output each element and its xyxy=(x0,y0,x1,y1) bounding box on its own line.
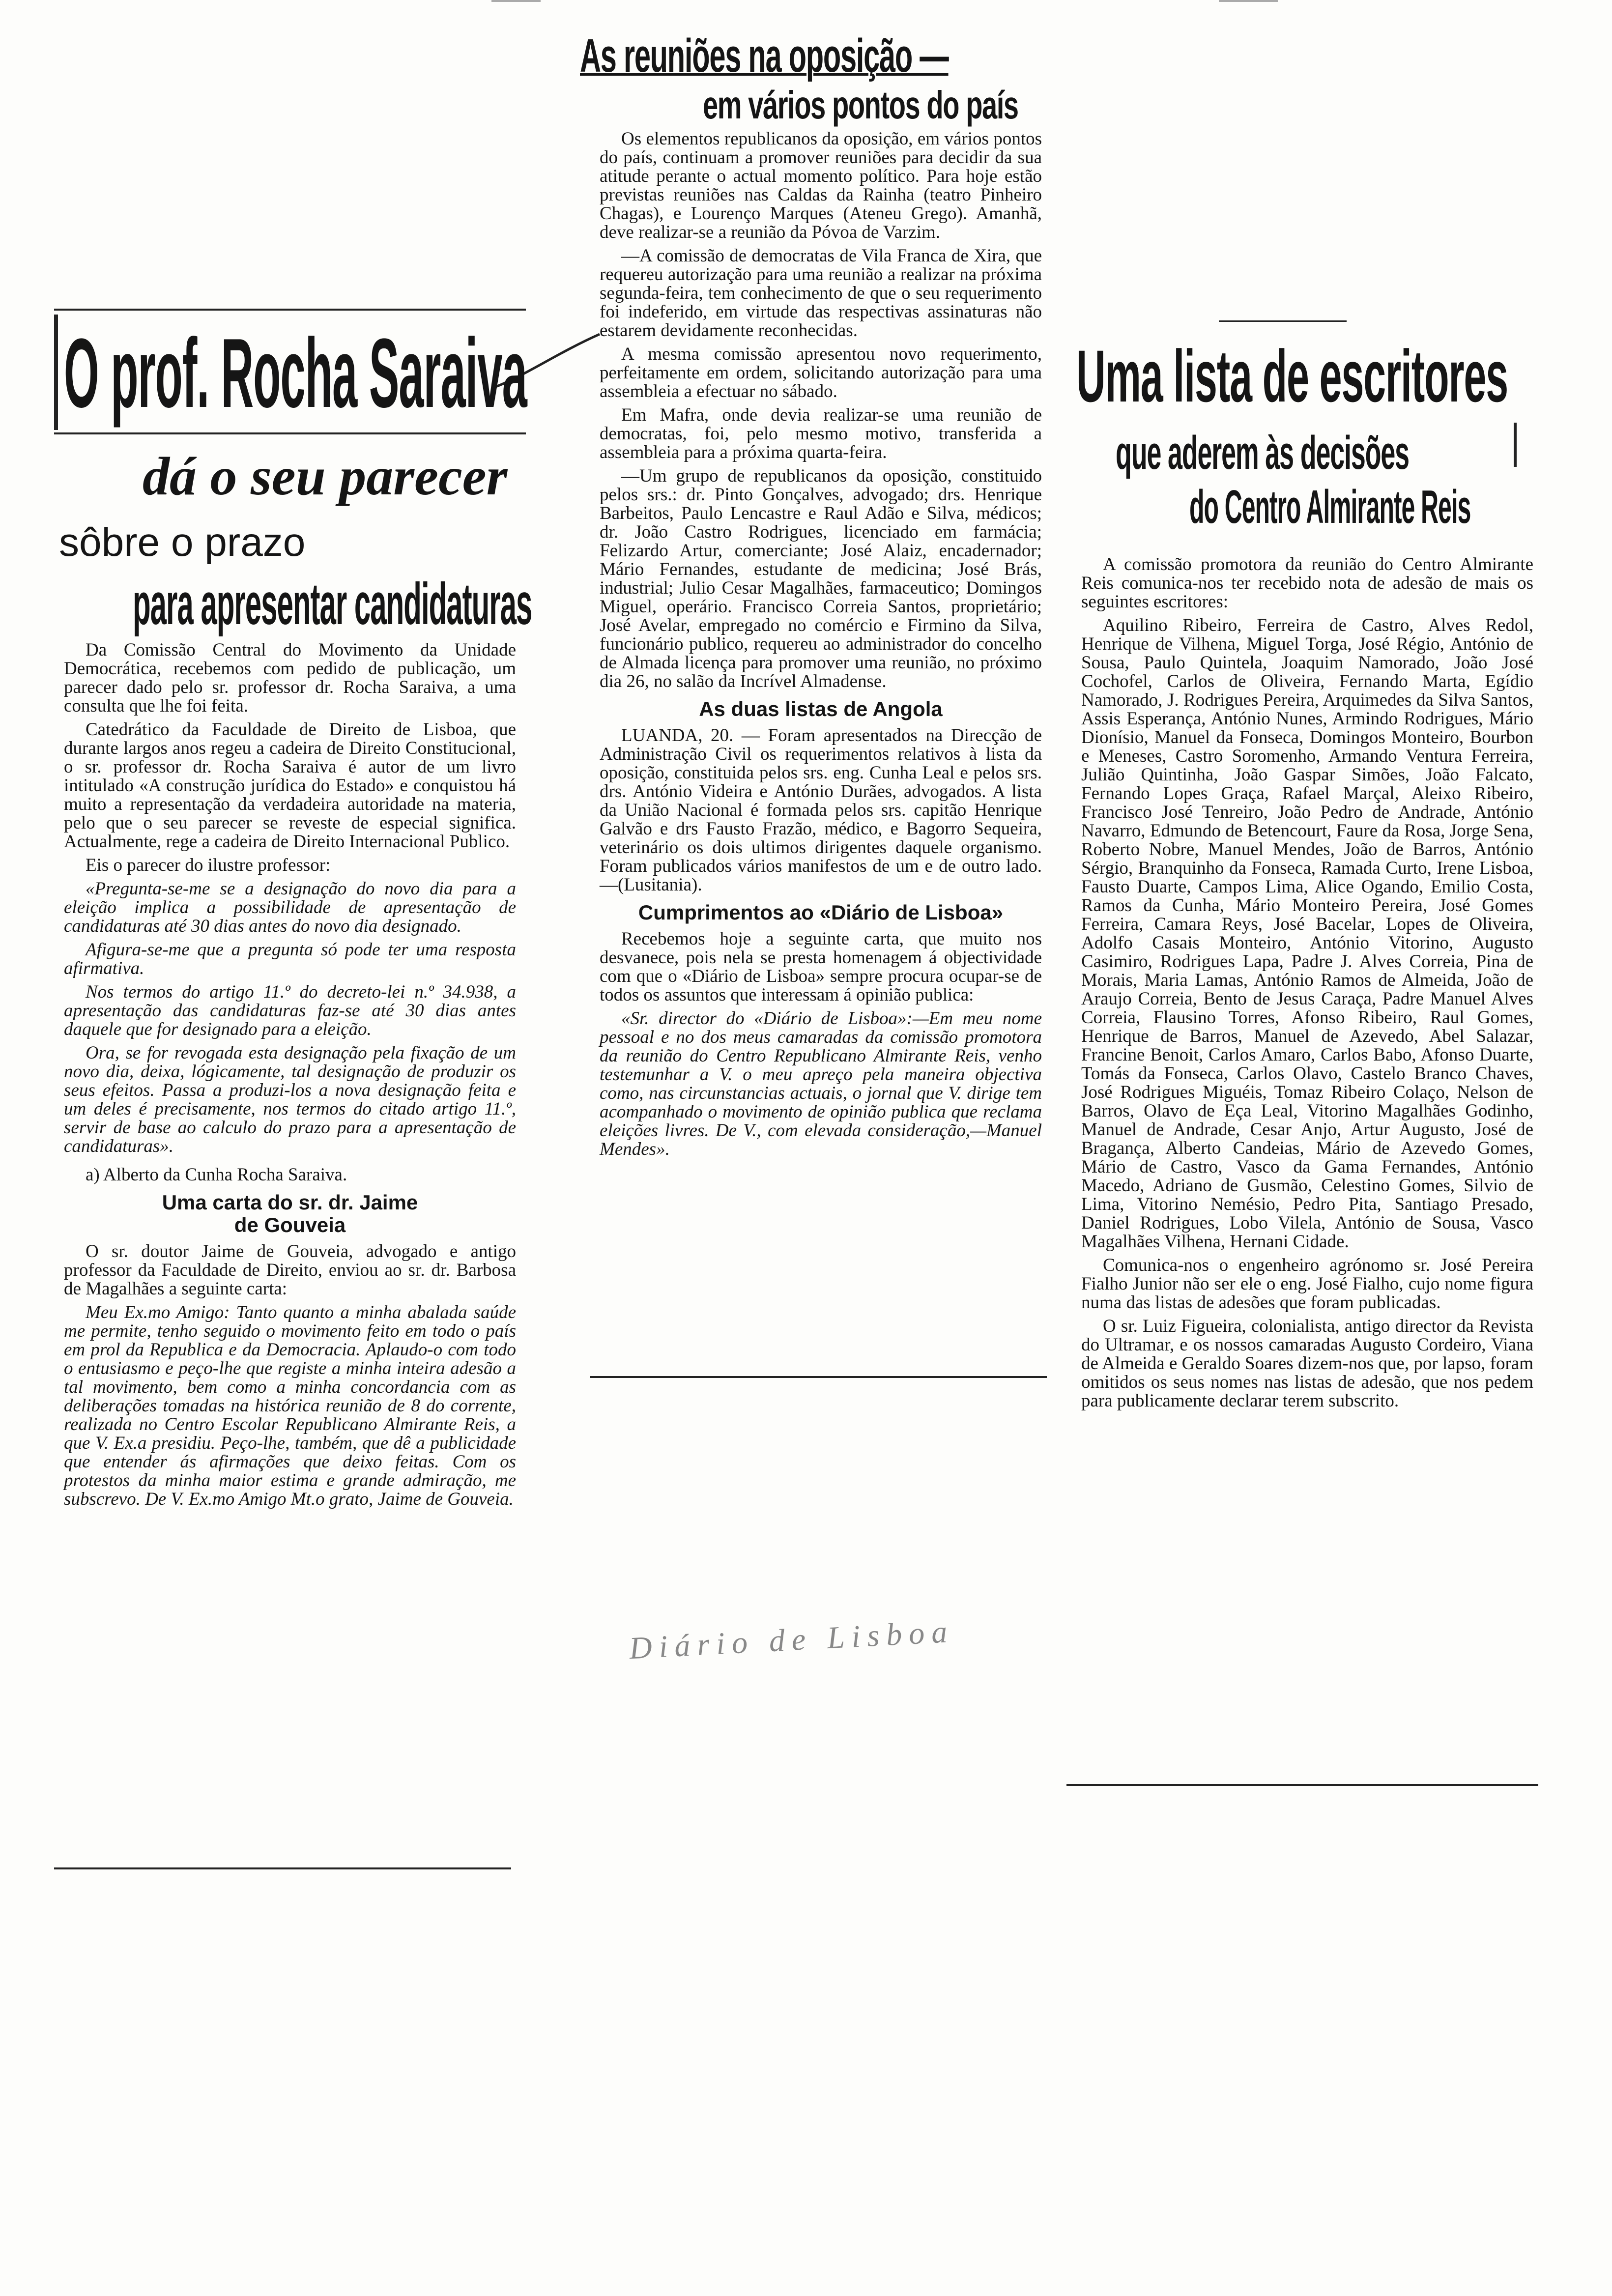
article-paragraph: Os elementos republicanos da oposição, em vários pontos do país, continuam a promover reuniões para decidir da sua atitude perante o actual momento político. Para hoje estão previstas reuniões nas Caldas da Rainha (teatro Pinheiro Chagas), e Lourenço Marques (Ateneu Grego). Amanhã, deve realizar-se a reunião da Póvoa de Varzim. xyxy=(600,129,1042,242)
top-edge-mark-left xyxy=(491,0,541,2)
left-headline-rule xyxy=(54,432,526,434)
fialho-paragraph: Comunica-nos o engenheiro agrónomo sr. José Pereira Fialho Junior não ser ele o eng. José Fialho, cujo nome figura numa das listas de adesões que foram publicadas. xyxy=(1081,1255,1533,1313)
escritores-article xyxy=(1081,555,1533,1410)
left-top-rule xyxy=(54,309,526,311)
left-headline-1: O prof. Rocha Saraiva xyxy=(64,318,527,428)
right-headline-2: que aderem às decisões xyxy=(1116,427,1409,479)
diario-heading: Cumprimentos ao «Diário de Lisboa» xyxy=(638,901,1004,924)
opinion-paragraph: Ora, se for revogada esta designação pela fixação de um novo dia, deixa, lógicamente, tal designação de produzir os seus efeitos. Passa a produzi-los a nova designação feita e um deles é precisamente, nos termos do citado artigo 11.º, servir de base ao calculo do prazo para a apresentação de candidaturas». xyxy=(64,1043,516,1156)
article-paragraph: Em Mafra, onde devia realizar-se uma reunião de democratas, foi, pelo mesmo motivo, transferida a assembleia para a próxima quarta-feira. xyxy=(600,405,1042,462)
figueira-paragraph: O sr. Luiz Figueira, colonialista, antigo director da Revista do Ultramar, e os nossos camaradas Augusto Cordeiro, Viana de Almeida e Geraldo Soares dizem-nos que, por lapso, foram omitidos os seus nomes nas listas de adesão, que nos pedem para publicamente declarar terem subscrito. xyxy=(1081,1316,1533,1411)
header-title-line2: em vários pontos do país xyxy=(703,83,1018,127)
saraiva-article xyxy=(64,641,516,1509)
signature: a) Alberto da Cunha Rocha Saraiva. xyxy=(86,1165,347,1185)
opinion-paragraph: Nos termos do artigo 11.º do decreto-lei n.º 34.938, a apresentação das candidaturas faz-se até 30 dias antes daquele que for designado para a eleição. xyxy=(64,982,516,1039)
header-title-line1: As reuniões na oposição — xyxy=(580,29,949,82)
angola-heading: As duas listas de Angola xyxy=(699,697,943,720)
left-bottom-rule xyxy=(54,1867,511,1869)
article-paragraph: Catedrático da Faculdade de Direito de Lisboa, que durante largos anos regeu a cadeira de Direito Constitucional, o sr. professor dr. Rocha Saraiva é autor de um livro intitulado «A construção jurídica do Estado» e conquistou há muito a representação da verdadeira autoridade na materia, pelo que o seu parecer se reveste de especial significa. Actualmente, rege a cadeira de Direito Internacional Publico. xyxy=(64,719,516,852)
intro-paragraph: A comissão promotora da reunião do Centro Almirante Reis comunica-nos ter recebido nota de adesão de mais os seguintes escritores: xyxy=(1081,554,1533,612)
right-column xyxy=(1076,334,1543,1415)
top-edge-mark-right xyxy=(1219,0,1278,2)
article-paragraph: A mesma comissão apresentou novo requerimento, perfeitamente em ordem, solicitando autorização para uma assembleia a efectuar no sábado. xyxy=(600,344,1042,402)
center-bottom-rule xyxy=(590,1376,1047,1378)
diario-letter: «Sr. director do «Diário de Lisboa»:—Em meu nome pessoal e no dos meus camaradas da comissão promotora da reunião do Centro Republicano Almirante Reis, venho testemunhar a V. o meu apreço pela maneira objectiva como, nas circunstancias actuais, o jornal que V. dirige tem acompanhado o movimento de opinião publica que reclama eleições livres. De V., com elevada consideração,—Manuel Mendes». xyxy=(600,1008,1042,1159)
diario-paragraph: Recebemos hoje a seguinte carta, que muito nos desvanece, pois nela se presta homenagem á objectividade com que o «Diário de Lisboa» sempre procura ocupar-se de todos os assuntos que interessam á opinião publica: xyxy=(600,929,1042,1005)
center-column xyxy=(580,29,1042,1164)
opinion-paragraph: «Pregunta-se-me se a designação do novo dia para a eleição implica a possibilidade de apresentação de candidaturas até 30 dias antes do novo dia designado. xyxy=(64,879,516,936)
opinion-paragraph: Afigura-se-me que a pregunta só pode ter uma resposta afirmativa. xyxy=(64,940,516,978)
left-headline-4: para apresentar candidaturas xyxy=(133,571,532,637)
handwriting-note: Diário de Lisboa xyxy=(628,1613,955,1666)
gouveia-heading: Uma carta do sr. dr. Jaime de Gouveia xyxy=(162,1191,418,1236)
left-headline-2: dá o seu parecer xyxy=(143,446,508,506)
gouveia-paragraph: O sr. doutor Jaime de Gouveia, advogado e antigo professor da Faculdade de Direito, enviou ao sr. dr. Barbosa de Magalhães a seguinte carta: xyxy=(64,1241,516,1299)
angola-paragraph: LUANDA, 20. — Foram apresentados na Direcção de Administração Civil os requerimentos relativos à lista da oposição, constituida pelos srs. eng. Cunha Leal e pelos srs. drs. António Videira e António Durães, advogados. A lista da União Nacional é formada pelos srs. capitão Henrique Galvão e drs Fausto Frazão, médico, e Bagorro Sequeira, veterinário os dois ultimos dirigentes daquele organismo. Foram publicados vários manifestos de um e de outro lado.—(Lusitania). xyxy=(600,725,1042,895)
right-top-dash xyxy=(1219,320,1347,322)
right-bottom-rule xyxy=(1066,1784,1538,1786)
article-paragraph: Eis o parecer do ilustre professor: xyxy=(86,855,331,875)
left-column xyxy=(54,318,532,1514)
reunions-article xyxy=(600,130,1042,1159)
right-headline-1: Uma lista de escritores xyxy=(1076,335,1508,417)
right-headline-3: do Centro Almirante Reis xyxy=(1189,481,1471,533)
article-paragraph: —A comissão de democratas de Vila Franca de Xira, que requereu autorização para uma reunião a realizar na próxima segunda-feira, tem conhecimento de que o seu requerimento foi indeferido, em virtude das respectivas assinaturas não estarem devidamente reconhecidas. xyxy=(600,246,1042,341)
right-bracket-mark xyxy=(1514,423,1517,467)
gouveia-letter: Meu Ex.mo Amigo: Tanto quanto a minha abalada saúde me permite, tenho seguido o movimento feito em todo o país em prol da Republica e da Democracia. Aplaudo-o com todo o entusiasmo e peço-lhe que registe a minha inteira adesão a tal movimento, bem como a minha concordancia com as deliberações tomadas na histórica reunião de 8 do corrente, realizada no Centro Escolar Republicano Almirante Reis, a que V. Ex.a presidiu. Peço-lhe, também, que dê a publicidade que entender ás afirmações que deixo feitas. Com os protestos da minha maior estima e grande admiração, me subscrevo. De V. Ex.mo Amigo Mt.o grato, Jaime de Gouveia. xyxy=(64,1302,516,1509)
article-paragraph: —Um grupo de republicanos da oposição, constituido pelos srs.: dr. Pinto Gonçalves, advogado; drs. Henrique Barbeitos, Paulo Lencastre e Raul Adão e Silva, médicos; dr. João Castro Rodrigues, licenciado em farmácia; Felizardo Artur, comerciante; José Alaiz, encadernador; Mário Fernandes, estudante de medicina; José Brás, industrial; Julio Cesar Magalhães, farmaceutico; Domingos Miguel, operário. Francisco Correia Santos, proprietário; José Avelar, empregado no comércio e Firmino da Silva, funcionário publico, requereu ao administrador do concelho de Almada licença para promover uma reunião, no próximo dia 26, no salão da Incrível Almadense. xyxy=(600,466,1042,691)
writers-list: Aquilino Ribeiro, Ferreira de Castro, Alves Redol, Henrique de Vilhena, Miguel Torga, José Régio, António de Sousa, Paulo Quintela, Joaquim Namorado, João José Cochofel, Carlos de Oliveira, Fernando Marta, Egídio Namorado, J. Rodrigues Pereira, Arquimedes da Silva Santos, Assis Esperança, António Nunes, Armindo Rodrigues, Mário Dionísio, Manuel da Fonseca, Domingos Monteiro, Bourbon e Meneses, Castro Soromenho, Armando Ventura Ferreira, Julião Quintinha, João Gaspar Simões, João Falcato, Fernando Lopes Graça, Rafael Marçal, Aleixo Ribeiro, Francisco José Tenreiro, João Pedro de Andrade, António Navarro, Edmundo de Betencourt, Faure da Rosa, Jorge Sena, Roberto Nobre, Manuel Mendes, João de Barros, António Sérgio, Branquinho da Fonseca, Ramada Curto, Irene Lisboa, Fausto Duarte, Campos Lima, Alice Ogando, Emilio Costa, Ramos da Cunha, Mário Monteiro Pereira, José Gomes Ferreira, Camara Reys, José Bacelar, Lopes de Oliveira, Adolfo Casais Monteiro, António Vitorino, Augusto Casimiro, Rodrigues Lapa, Padre J. Alves Correia, Pina de Morais, Maria Lamas, António Ramos de Almeida, João de Araujo Correia, Bento de Jesus Caraça, Padre Manuel Alves Correia, Flausino Torres, Afonso Ribeiro, Raul Gomes, Henrique de Barros, Manuel de Azevedo, Abel Salazar, Francine Benoit, Carlos Amaro, Carlos Babo, Afonso Duarte, Tomás da Fonseca, Carlos Olavo, Castelo Branco Chaves, José Rodrigues Miguéis, Tomaz Ribeiro Colaço, Nelson de Barros, Olavo de Eça Leal, Vitorino Magalhães Godinho, Manuel de Andrade, Cesar Anjo, Artur Augusto, José de Bragança, Alberto Candeias, Mário de Azevedo Gomes, Mário de Castro, Vasco da Gama Fernandes, António Macedo, Adriano de Gusmão, Celestino Gomes, Silvio de Lima, Vitorino Nemésio, Pedro Pita, Santiago Presado, Daniel Rodrigues, Lobo Vilela, António de Sousa, Vasco Magalhães Vilhena, Hernani Cidade. xyxy=(1081,615,1533,1252)
article-paragraph: Da Comissão Central do Movimento da Unidade Democrática, recebemos com pedido de publicação, um parecer dado pelo sr. professor dr. Rocha Saraiva, a uma consulta que lhe foi feita. xyxy=(64,640,516,716)
left-headline-3: sôbre o prazo xyxy=(59,520,306,565)
